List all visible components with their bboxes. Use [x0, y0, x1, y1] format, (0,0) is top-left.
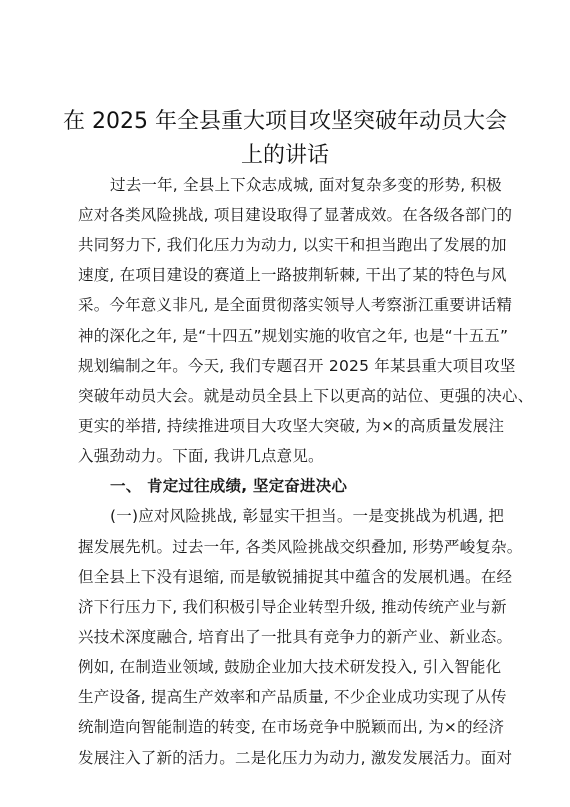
body-line: 但全县上下没有退缩, 而是敏锐捕捉其中蕴含的发展机遇。在经 — [78, 568, 513, 586]
body-line: 突破年动员大会。就是动员全县上下以更高的站位、更强的决心、 — [78, 387, 534, 405]
body-line: 过去一年, 全县上下众志成城, 面对复杂多变的形势, 积极 — [110, 176, 502, 194]
body-line: 统制造向智能制造的转变, 在市场竞争中脱颖而出, 为×的经济 — [78, 718, 505, 736]
body-line: 应对各类风险挑战, 项目建设取得了显著成效。在各级各部门的 — [78, 206, 513, 224]
body-line: 济下行压力下, 我们积极引导企业转型升级, 推动传统产业与新 — [78, 598, 507, 616]
body-line: 例如, 在制造业领域, 鼓励企业加大技术研发投入, 引入智能化 — [78, 658, 502, 676]
body-line: 握发展先机。过去一年, 各类风险挑战交织叠加, 形势严峻复杂。 — [78, 538, 523, 556]
body-line: 神的深化之年, 是“十四五”规划实施的收官之年, 也是“十五五” — [78, 327, 509, 345]
document-title-line-1: 在 2025 年全县重大项目攻坚突破年动员大会 — [63, 109, 507, 134]
body-line: (一)应对风险挑战, 彰显实干担当。一是变挑战为机遇, 把 — [110, 507, 505, 525]
document-title-line-2: 上的讲话 — [240, 143, 329, 168]
body-line: 兴技术深度融合, 培育出了一批具有竞争力的新产业、新业态。 — [78, 628, 513, 646]
body-line: 采。今年意义非凡, 是全面贯彻落实领导人考察浙江重要讲话精 — [78, 296, 513, 314]
section-heading: 一、 肯定过往成绩, 坚定奋进决心 — [110, 477, 348, 495]
body-line: 入强劲动力。下面, 我讲几点意见。 — [78, 447, 324, 465]
body-line: 规划编制之年。今天, 我们专题召开 2025 年某县重大项目攻坚 — [78, 357, 516, 375]
body-line: 生产设备, 提高生产效率和产品质量, 不少企业成功实现了从传 — [78, 688, 507, 706]
body-line: 共同努力下, 我们化压力为动力, 以实干和担当跑出了发展的加 — [78, 236, 507, 254]
body-line: 发展注入了新的活力。二是化压力为动力, 激发发展活力。面对 — [78, 749, 513, 767]
body-line: 更实的举措, 持续推进项目大攻坚大突破, 为×的高质量发展注 — [78, 417, 505, 435]
body-line: 速度, 在项目建设的赛道上一路披荆斩棘, 干出了某的特色与风 — [78, 266, 507, 284]
